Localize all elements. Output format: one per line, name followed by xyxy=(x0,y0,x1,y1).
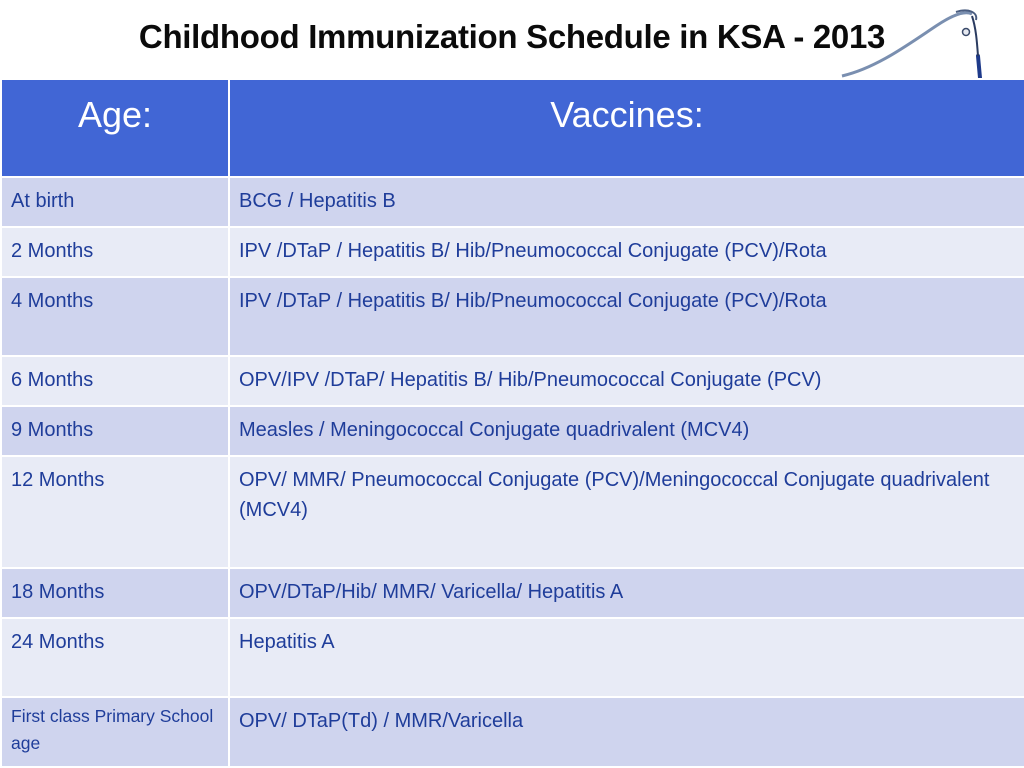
page-title: Childhood Immunization Schedule in KSA - 2013 xyxy=(138,18,886,55)
vaccines-cell: OPV/IPV /DTaP/ Hepatitis B/ Hib/Pneumococcal Conjugate (PCV) xyxy=(229,356,1024,406)
vaccines-cell: OPV/DTaP/Hib/ MMR/ Varicella/ Hepatitis A xyxy=(229,568,1024,618)
table-row xyxy=(1,618,1024,697)
age-cell: 2 Months xyxy=(1,227,229,277)
vaccines-cell: Hepatitis A xyxy=(229,618,1024,697)
age-cell: 18 Months xyxy=(1,568,229,618)
age-cell: 6 Months xyxy=(1,356,229,406)
age-cell: 4 Months xyxy=(1,277,229,356)
vaccines-cell: OPV/ MMR/ Pneumococcal Conjugate (PCV)/Meningococcal Conjugate quadrivalent (MCV4) xyxy=(229,456,1024,568)
age-column-header: Age: xyxy=(1,79,229,177)
immunization-table xyxy=(0,78,1024,768)
table-row xyxy=(1,697,1024,767)
table-row xyxy=(1,456,1024,568)
age-cell: 9 Months xyxy=(1,406,229,456)
vaccines-cell: IPV /DTaP / Hepatitis B/ Hib/Pneumococcal Conjugate (PCV)/Rota xyxy=(229,227,1024,277)
table-row xyxy=(1,227,1024,277)
stethoscope-icon xyxy=(836,6,996,80)
vaccines-cell: OPV/ DTaP(Td) / MMR/Varicella xyxy=(229,697,1024,767)
age-cell: At birth xyxy=(1,177,229,227)
vaccines-cell: Measles / Meningococcal Conjugate quadrivalent (MCV4) xyxy=(229,406,1024,456)
vaccines-cell: BCG / Hepatitis B xyxy=(229,177,1024,227)
table-row xyxy=(1,568,1024,618)
table-header-row xyxy=(1,79,1024,177)
table-row xyxy=(1,177,1024,227)
age-cell: 12 Months xyxy=(1,456,229,568)
vaccines-cell: IPV /DTaP / Hepatitis B/ Hib/Pneumococcal Conjugate (PCV)/Rota xyxy=(229,277,1024,356)
table-row xyxy=(1,406,1024,456)
vaccines-column-header: Vaccines: xyxy=(229,79,1024,177)
table-row xyxy=(1,356,1024,406)
age-cell: 24 Months xyxy=(1,618,229,697)
age-cell: First class Primary School age xyxy=(1,697,229,767)
table-row xyxy=(1,277,1024,356)
